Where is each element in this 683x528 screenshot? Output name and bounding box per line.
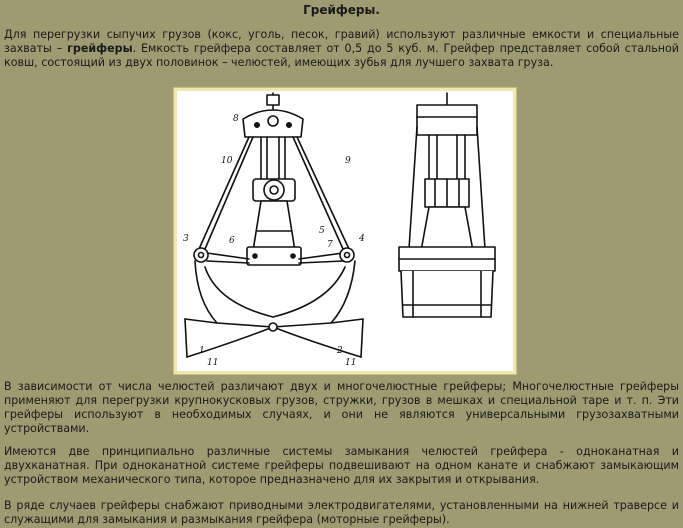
left-rod	[199, 137, 249, 249]
side-bucket	[401, 271, 493, 317]
left-beam	[207, 253, 249, 259]
right-beam	[299, 253, 343, 259]
central-frame	[253, 201, 295, 251]
callout-11-left: 11	[207, 358, 219, 368]
grab-bucket-drawing	[174, 88, 516, 374]
intro-bold-term: грейферы	[67, 42, 133, 55]
intro-paragraph	[4, 28, 679, 70]
page-title: Грейферы.	[303, 3, 380, 17]
front-rope-clamp	[267, 95, 279, 105]
jaw-count-paragraph: В зависимости от числа челюстей различают двух и многочелюстные грейферы; Многочелюстные грейферы применяют для перегрузки крупнокусковых грузов, стружки, грузов в мешках и специальной таре и т. п. Эти грейферы используют в необходимых случаях, и они не являются универсальными грузозахватными устройствами.	[4, 380, 679, 435]
motor-grabs-paragraph: В ряде случаев грейферы снабжают приводными электродвигателями, установленными на нижней траверсе и служащими для замыкания и размыкания грейфера (моторные грейферы).	[4, 499, 679, 526]
left-side-pin	[194, 248, 208, 262]
jaw-hinge	[269, 323, 277, 331]
callout-7: 7	[327, 240, 333, 250]
left-jaw-lip	[185, 319, 217, 323]
callout-4: 4	[359, 234, 365, 244]
intro-text-end: . Емкость грейфера составляет от 0,5 до 5 куб. м. Грейфер представляет собой стальной ковш, состоящий из двух половинок – челюстей, имеющих зубья для лучшего захвата груза.	[4, 42, 679, 69]
callout-8: 8	[233, 114, 239, 124]
callout-1: 1	[199, 346, 205, 356]
callout-11-right: 11	[345, 358, 357, 368]
callout-2: 2	[337, 346, 343, 356]
callout-6: 6	[229, 236, 235, 246]
right-jaw-lip	[331, 319, 363, 323]
upper-crosshead	[243, 110, 303, 137]
grab-bucket-svg	[177, 91, 513, 371]
side-crosshead	[417, 105, 477, 135]
callout-9: 9	[345, 156, 351, 166]
callout-3: 3	[183, 234, 189, 244]
intro-text-start: Для перегрузки сыпучих грузов (кокс, уголь, песок, гравий) используют различные емкости и специальные захваты –	[4, 28, 679, 55]
closing-systems-paragraph: Имеются две принципиально различные системы замыкания челюстей грейфера - одноканатная и двухканатная. При одноканатной системе грейферы подвешивают на одном канате и снабжают замыкающим устройством механического типа, которое предназначено для их закрытия и открывания.	[4, 445, 679, 486]
right-side-pin	[340, 248, 354, 262]
callout-5: 5	[319, 226, 325, 236]
callout-10: 10	[221, 156, 233, 166]
